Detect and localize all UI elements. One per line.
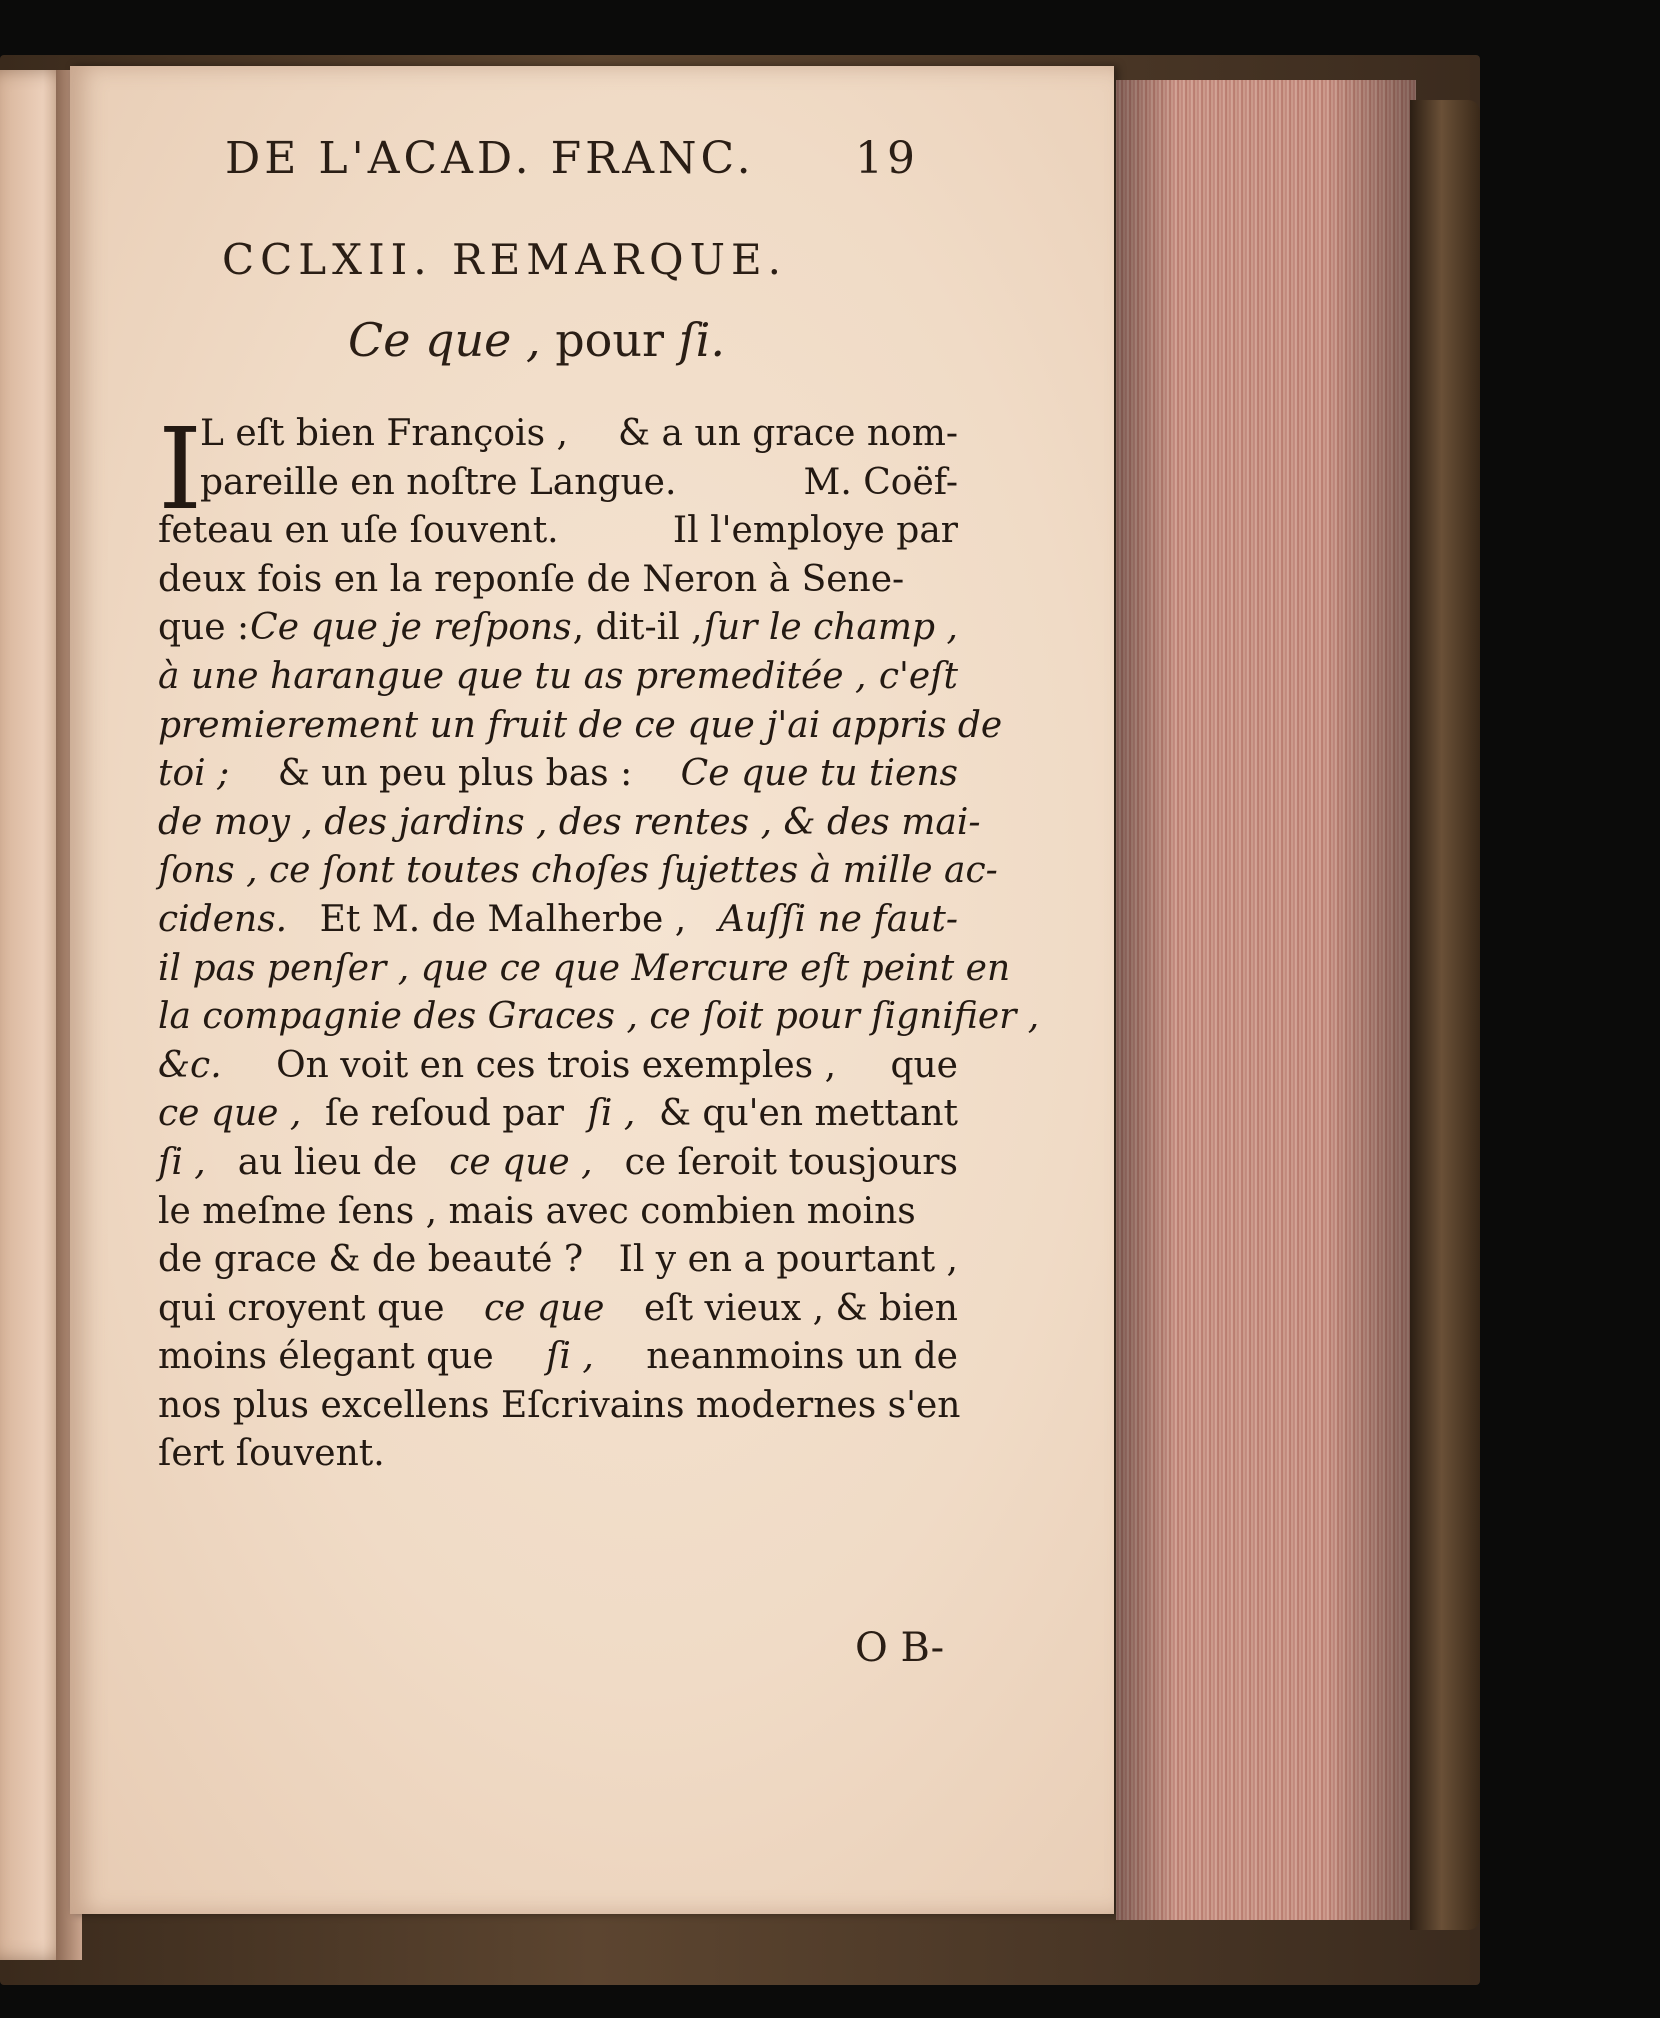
text-segment: deux fois en la reponſe de Neron à Sene- [158, 558, 905, 600]
text-segment: ſi , [158, 1141, 206, 1183]
text-line [158, 1430, 958, 1479]
text-line [158, 410, 958, 459]
text-line [158, 1042, 958, 1091]
running-head-title: DE L'ACAD. FRANC. [225, 133, 755, 184]
text-segment: ſi , [587, 1093, 636, 1135]
text-segment: ſur le champ , [703, 607, 958, 649]
text-segment: & un peu plus bas : [277, 753, 633, 795]
text-line [158, 896, 958, 945]
text-segment: & qu'en mettant [658, 1093, 958, 1135]
text-segment: de grace & de beauté ? [158, 1239, 584, 1281]
text-segment: que : [158, 607, 250, 649]
text-segment: ſe reſoud par [324, 1093, 564, 1135]
remark-heading: CCLXII. REMARQUE. [222, 235, 788, 284]
text-segment: nos plus excellens Eſcrivains modernes s'en [158, 1384, 961, 1426]
text-segment: M. Coëf- [803, 461, 958, 503]
text-segment: & a un grace nom- [618, 413, 958, 454]
body-text [158, 405, 1040, 1479]
text-segment: moins élegant que [158, 1336, 494, 1378]
text-line [158, 1188, 958, 1237]
text-segment: c'eſt [878, 655, 958, 697]
text-line [158, 556, 958, 605]
text-segment: cidens. [158, 898, 288, 940]
text-segment: ſert ſouvent. [158, 1433, 385, 1475]
text-line [158, 993, 1040, 1042]
text-segment: Il y en a pourtant , [618, 1239, 958, 1281]
text-segment: toi ; [158, 753, 230, 795]
text-segment: On voit en ces trois exemples , [276, 1044, 837, 1086]
running-head [225, 133, 925, 193]
text-line [158, 1285, 958, 1334]
text-line [158, 945, 1011, 994]
text-segment: Ce que tu tiens [680, 753, 958, 795]
text-line [158, 1236, 958, 1285]
text-segment: feteau en uſe ſouvent. [158, 510, 559, 552]
text-segment: ſons , ce ſont toutes choſes ſujettes à mille ac- [158, 850, 998, 892]
text-segment: qui croyent que [158, 1287, 445, 1329]
text-line [158, 750, 958, 799]
remark-subtitle [348, 313, 725, 367]
text-segment: au lieu de [237, 1141, 418, 1183]
text-segment: L eſt bien François , [200, 413, 568, 454]
text-segment: ce que , [449, 1141, 593, 1183]
text-line [158, 1090, 958, 1139]
text-line [158, 653, 958, 702]
text-line [158, 507, 958, 556]
text-segment: de moy , des jardins , des rentes , & des mai- [158, 801, 981, 843]
book-spine [1410, 100, 1480, 1930]
text-line [158, 702, 1003, 751]
text-line [158, 1382, 961, 1431]
text-line [158, 604, 958, 653]
text-segment: eſt vieux , & bien [643, 1287, 958, 1329]
text-segment: ce que , [158, 1093, 302, 1135]
text-segment: ce ſeroit tousjours [624, 1141, 958, 1183]
text-segment: Il l'employe par [672, 510, 958, 552]
text-segment: neanmoins un de [646, 1336, 958, 1378]
text-segment: la compagnie des Graces , ce ſoit pour ſignifier , [158, 996, 1040, 1038]
text-segment: Auſſi ne faut- [718, 898, 958, 940]
text-segment: premierement un fruit de ce que j'ai appris de [158, 704, 1003, 746]
subtitle-roman: pour [540, 313, 679, 367]
text-segment: &c. [158, 1044, 222, 1086]
drop-cap: I [158, 405, 203, 535]
catchword: O B- [855, 1625, 945, 1671]
text-segment: pareille en noſtre Langue. [200, 461, 677, 503]
text-line [158, 459, 958, 508]
text-segment: que [890, 1044, 958, 1086]
text-segment: , dit-il , [572, 607, 703, 649]
subtitle-italic-2: ſi. [678, 313, 725, 367]
text-line [158, 847, 998, 896]
page-number: 19 [855, 133, 919, 184]
text-segment: ce que [484, 1287, 605, 1329]
text-segment: ſi , [546, 1336, 594, 1378]
text-segment: le meſme ſens , mais avec combien moins [158, 1190, 916, 1232]
subtitle-italic: Ce que , [348, 313, 541, 367]
text-line [158, 799, 981, 848]
text-line [158, 1139, 958, 1188]
text-segment: il pas penſer , que ce que Mercure eſt peint en [158, 947, 1011, 989]
text-segment: à une harangue que tu as premeditée , [158, 655, 867, 697]
text-segment: Ce que je reſpons [250, 607, 572, 649]
text-segment: Et M. de Malherbe , [319, 898, 687, 940]
page-edges-shadow [1116, 80, 1416, 1920]
text-line [158, 1333, 958, 1382]
